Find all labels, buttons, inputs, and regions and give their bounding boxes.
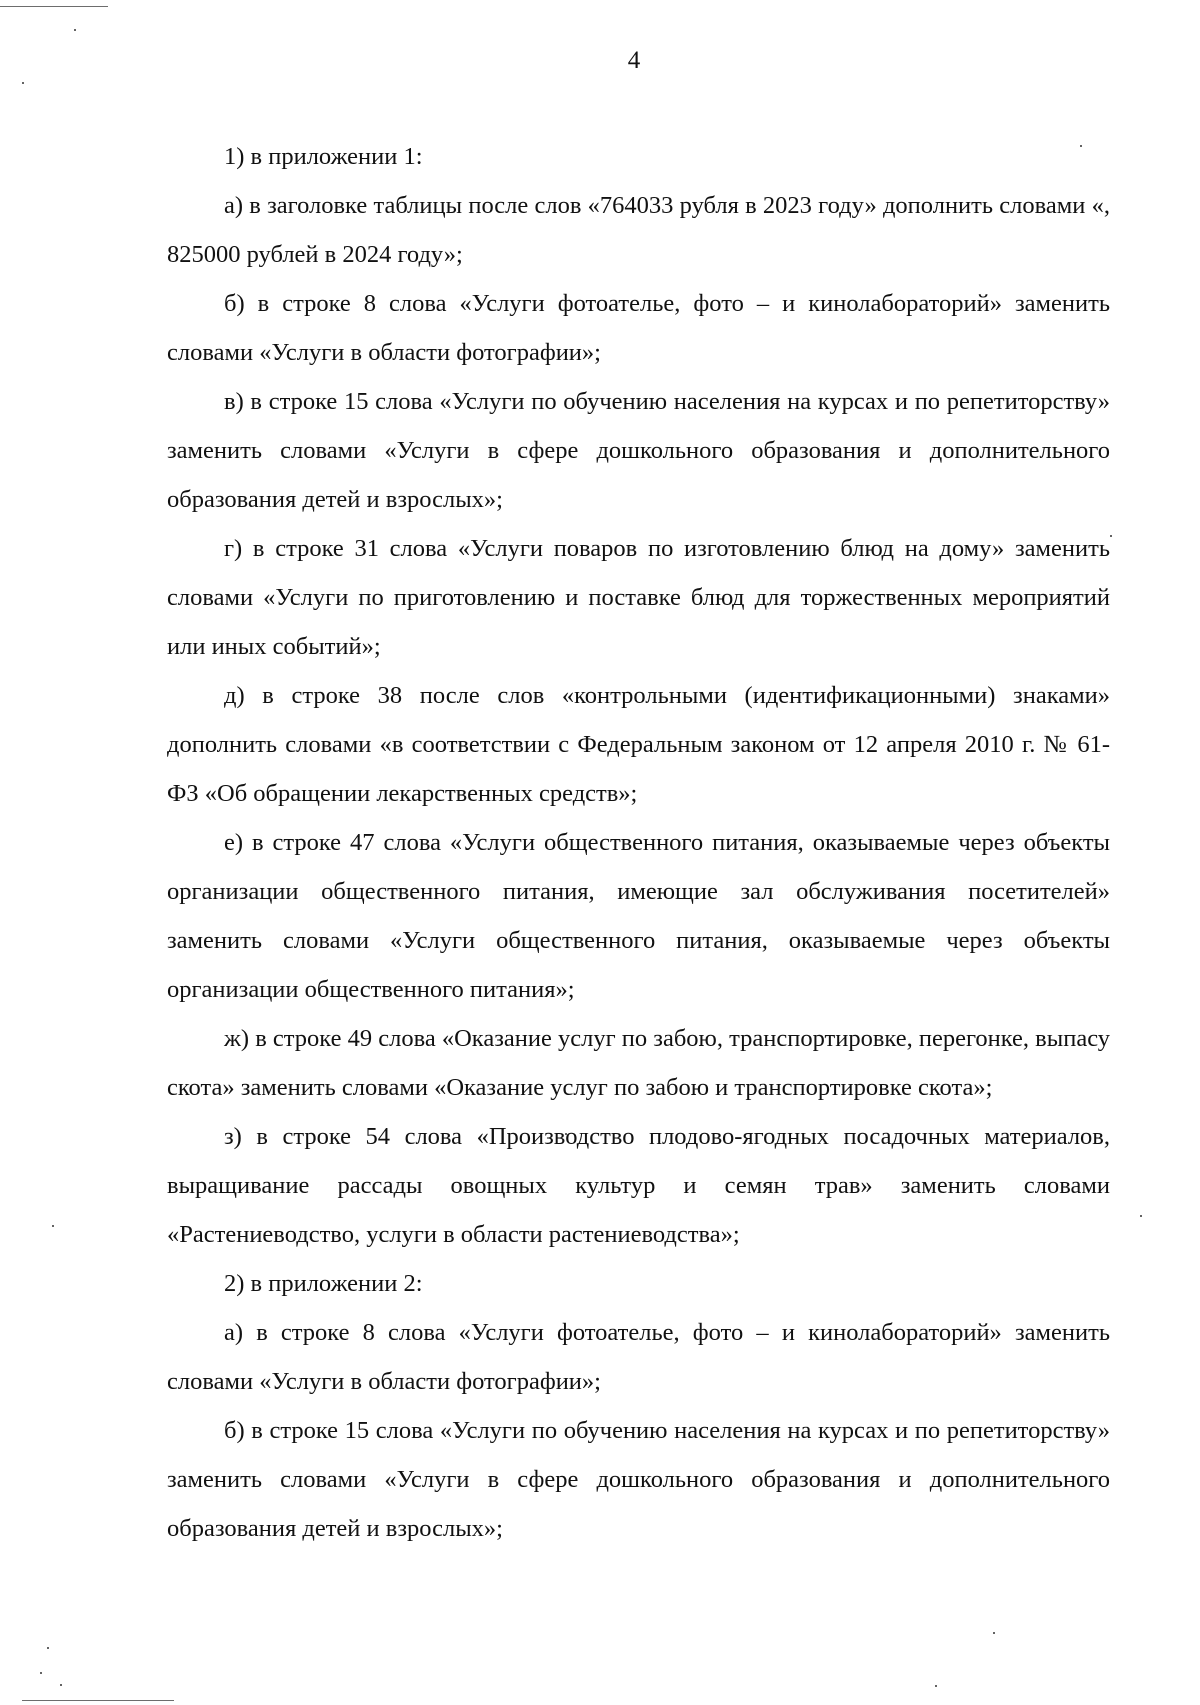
scan-speck [993, 1632, 995, 1634]
scan-speck [52, 1225, 54, 1227]
scan-edge-line-bottom [22, 1700, 174, 1701]
paragraph-item-a: а) в заголовке таблицы после слов «764033 рубля в 2023 году» дополнить словами «, 825000 рублей в 2024 году»; [167, 192, 1110, 268]
scan-edge-line-top [0, 6, 108, 7]
paragraph-item-e: е) в строке 47 слова «Услуги общественного питания, оказываемые через объекты организации общественного питания, имеющие зал обслуживания посетителей» заменить словами «Услуги общественного питания, оказываемые через объекты организации общественного питания»; [167, 829, 1110, 1003]
paragraph-item-v: в) в строке 15 слова «Услуги по обучению населения на курсах и по репетиторству» заменить словами «Услуги в сфере дошкольного образования и дополнительного образования детей и взрослых»; [167, 388, 1110, 513]
paragraph-item-d: д) в строке 38 после слов «контрольными (идентификационными) знаками» дополнить словами «в соответствии с Федеральным законом от 12 апреля 2010 г. № 61-ФЗ «Об обращении лекарственных средств»; [167, 682, 1110, 807]
paragraph-item-zh: ж) в строке 49 слова «Оказание услуг по забою, транспортировке, перегонке, выпасу скота» заменить словами «Оказание услуг по забою и транспортировке скота»; [167, 1025, 1110, 1101]
page-number: 4 [627, 47, 641, 74]
paragraph-item-z: з) в строке 54 слова «Производство плодово-ягодных посадочных материалов, выращивание рассады овощных культур и семян трав» заменить словами «Растениеводство, услуги в области растениеводства»; [167, 1123, 1110, 1248]
scan-speck [47, 1647, 49, 1649]
scan-speck [40, 1672, 42, 1674]
scan-speck [1110, 535, 1112, 537]
paragraph-item-g: г) в строке 31 слова «Услуги поваров по изготовлению блюд на дому» заменить словами «Услуги по приготовлению и поставке блюд для торжественных мероприятий или иных событий»; [167, 535, 1110, 660]
paragraph-item-b: б) в строке 8 слова «Услуги фотоателье, фото – и кинолабораторий» заменить словами «Услуги в области фотографии»; [167, 290, 1110, 366]
scan-speck [60, 1684, 62, 1686]
paragraph-appendix-2-item-a: а) в строке 8 слова «Услуги фотоателье, фото – и кинолабораторий» заменить словами «Услуги в области фотографии»; [167, 1319, 1110, 1395]
scan-speck [22, 82, 24, 84]
scan-speck [74, 29, 76, 31]
paragraph-appendix-1: 1) в приложении 1: [224, 143, 423, 170]
paragraph-appendix-2: 2) в приложении 2: [224, 1270, 423, 1297]
scan-speck [1140, 1215, 1142, 1217]
scan-speck [935, 1685, 937, 1687]
document-body [167, 132, 1110, 1553]
paragraph-appendix-2-item-b: б) в строке 15 слова «Услуги по обучению населения на курсах и по репетиторству» заменить словами «Услуги в сфере дошкольного образования и дополнительного образования детей и взрослых»; [167, 1417, 1110, 1542]
